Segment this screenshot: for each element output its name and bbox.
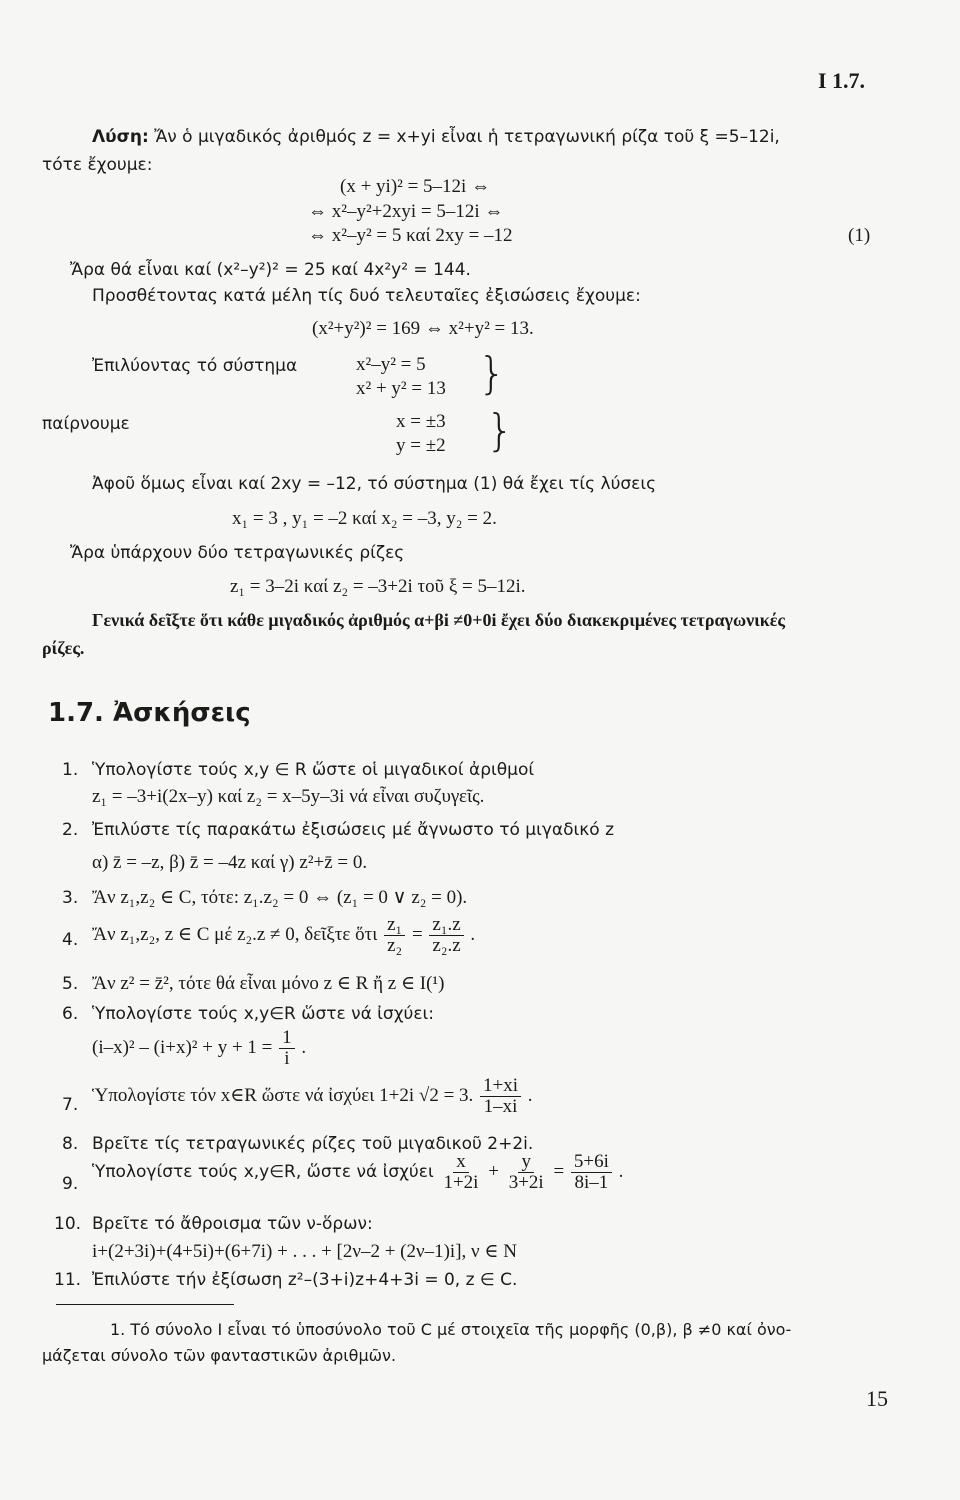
period: . [470, 923, 476, 945]
fraction-5plus6i-over-8iminus1 [571, 1152, 612, 1193]
equals-sign: = [411, 923, 423, 945]
exercise-2-equations: α) z̄ = –z, β) z̄ = –4z καί γ) z²+z̄ = 0. [92, 852, 368, 873]
solutions-line: x₁ = 3 , y₁ = –2 καί x₂ = –3, y₂ = 2. [232, 508, 497, 529]
fraction-numerator: 1 [279, 1028, 295, 1049]
fraction-numerator: x [453, 1152, 469, 1173]
exercise-2-number: 2. [62, 820, 79, 840]
exercise-7-number: 7. [62, 1095, 79, 1115]
exercise-11-text: Ἐπιλύστε τήν ἐξίσωση z²–(3+i)z+4+3i = 0, z ∈ C. [92, 1270, 518, 1290]
footnote-line-1: 1. Τό σύνολο I εἶναι τό ὑποσύνολο τοῦ C μέ στοιχεῖα τῆς μορφῆς (0,β), β ≠0 καί ὀνο- [110, 1320, 792, 1339]
equation-3-tag: (1) [848, 225, 871, 246]
fraction-numerator: z₁.z [429, 915, 463, 936]
text-exist: Ἄρα ὑπάρχουν δύο τετραγωνικές ρίζες [70, 543, 405, 563]
fraction-denominator: z₂ [387, 934, 403, 956]
system-2-line-2: y = ±2 [396, 435, 446, 456]
fraction-1-over-i [279, 1028, 295, 1069]
exercise-2-text: Ἐπιλύστε τίς παρακάτω ἐξισώσεις μέ ἄγνωστο τό μιγαδικό z [92, 820, 615, 840]
exercise-1-equation: z₁ = –3+i(2x–y) καί z₂ = x–5y–3i νά εἶναι συζυγεῖς. [92, 786, 485, 807]
page-number-label: 15 [866, 1386, 888, 1411]
fraction-z1z-over-z2z [429, 915, 463, 956]
system-1-line-1: x²–y² = 5 [356, 354, 426, 375]
exercise-10-text: Βρεῖτε τό ἄθροισμα τῶν ν-ὅρων: [92, 1214, 373, 1234]
exercise-8-text: Βρεῖτε τίς τετραγωνικές ρίζες τοῦ μιγαδικοῦ 2+2i. [92, 1134, 534, 1154]
footnote-line-2: μάζεται σύνολο τῶν φανταστικῶν ἀριθμῶν. [42, 1346, 397, 1365]
exercise-1-text: Ὑπολογίστε τούς x,y ∈ R ὥστε οἱ μιγαδικοί ἀριθμοί [92, 760, 535, 780]
period: . [527, 1084, 533, 1106]
fraction-x-over-1plus2i [440, 1152, 481, 1193]
fraction-denominator: i [284, 1047, 290, 1069]
text-then: τότε ἔχουμε: [42, 155, 153, 175]
fraction-denominator: z₂.z [432, 934, 461, 956]
exercise-10-number: 10. [54, 1214, 82, 1234]
equation-4: (x²+y²)² = 169 ⇔ x²+y² = 13. [312, 318, 534, 339]
exercise-6-equation [92, 1028, 306, 1069]
exercise-5-number: 5. [62, 974, 79, 994]
exercise-4-text: Ἄν z₁,z₂, z ∈ C μέ z₂.z ≠ 0, δεῖξτε ὅτι [92, 923, 378, 945]
equals-sign: = [553, 1160, 565, 1182]
fraction-numerator: 1+xi [480, 1076, 521, 1097]
text-solving: Ἐπιλύοντας τό σύστημα [92, 356, 298, 376]
fraction-denominator: 1+2i [443, 1171, 479, 1193]
exercise-4-line [92, 915, 475, 956]
right-brace-icon: } [478, 348, 506, 399]
solution-intro [92, 127, 780, 147]
text-since: Ἀφοῦ ὅμως εἶναι καί 2xy = –12, τό σύστημα (1) θά ἔχει τίς λύσεις [92, 474, 657, 494]
roots-line: z₁ = 3–2i καί z₂ = –3+2i τοῦ ξ = 5–12i. [230, 576, 526, 597]
fraction-denominator: 1–xi [483, 1095, 518, 1117]
exercise-7-line [92, 1076, 533, 1117]
plus-sign: + [488, 1160, 499, 1182]
fraction-1plusxi-over-1minusxi [480, 1076, 521, 1117]
exercise-4-number: 4. [62, 930, 79, 950]
fraction-z1-over-z2 [384, 915, 405, 956]
footnote-divider [56, 1304, 234, 1305]
text-we-get: παίρνουμε [42, 414, 130, 434]
exercise-3-text: Ἄν z₁,z₂ ∈ C, τότε: z₁.z₂ = 0 ⇔ (z₁ = 0 ∨ z₂ = 0). [92, 887, 468, 908]
text-ara: Ἄρα θά εἶναι καί (x²–y²)² = 25 καί 4x²y² = 144. [70, 260, 471, 280]
fraction-numerator: 5+6i [571, 1152, 612, 1173]
equation-1: (x + yi)² = 5–12i ⇔ [340, 176, 491, 197]
section-header: I 1.7. [818, 68, 866, 93]
fraction-numerator: y [518, 1152, 534, 1173]
general-statement-1: Γενικά δεῖξτε ὅτι κάθε μιγαδικός ἀριθμός α+βi ≠0+0i ἔχει δύο διακεκριμένες τετραγωνικές [92, 610, 785, 630]
right-brace-icon: } [486, 405, 514, 456]
period: . [618, 1160, 624, 1182]
equation-2: ⇔ x²–y²+2xyi = 5–12i ⇔ [308, 201, 504, 222]
exercise-5-text: Ἄν z² = z̄², τότε θά εἶναι μόνο z ∈ R ἤ z ∈ I(¹) [92, 973, 445, 994]
exercise-9-number: 9. [62, 1174, 79, 1194]
exercise-11-number: 11. [54, 1270, 82, 1290]
fraction-numerator: z₁ [384, 915, 405, 936]
general-statement-2: ρίζες. [42, 638, 85, 658]
system-1-line-2: x² + y² = 13 [356, 378, 446, 399]
equation-3: ⇔ x²–y² = 5 καί 2xy = –12 [308, 225, 513, 246]
solution-label: Λύση: [92, 127, 149, 147]
text-add: Προσθέτοντας κατά μέλη τίς δυό τελευταῖες ἐξισώσεις ἔχουμε: [92, 286, 641, 306]
exercise-6-lhs: (i–x)² – (i+x)² + y + 1 = [92, 1036, 273, 1058]
exercise-6-number: 6. [62, 1004, 79, 1024]
exercises-heading: 1.7. Ἀσκήσεις [48, 698, 251, 728]
exercise-8-number: 8. [62, 1134, 79, 1154]
fraction-y-over-3plus2i [506, 1152, 547, 1193]
exercise-10-sum: i+(2+3i)+(4+5i)+(6+7i) + . . . + [2ν–2 + (2ν–1)i], ν ∈ N [92, 1241, 517, 1262]
exercise-6-text: Ὑπολογίστε τούς x,y∈R ὥστε νά ἰσχύει: [92, 1004, 435, 1024]
exercise-7-text: Ὑπολογίστε τόν x∈R ὥστε νά ἰσχύει 1+2i √2 = 3. [92, 1084, 474, 1106]
fraction-denominator: 3+2i [508, 1171, 544, 1193]
period: . [301, 1036, 307, 1058]
system-2-line-1: x = ±3 [396, 411, 446, 432]
solution-intro-text: Ἄν ὁ μιγαδικός ἀριθμός z = x+yi εἶναι ἡ τετραγωνική ρίζα τοῦ ξ =5–12i, [154, 127, 780, 147]
exercise-1-number: 1. [62, 760, 79, 780]
fraction-denominator: 8i–1 [574, 1171, 609, 1193]
exercise-3-number: 3. [62, 888, 79, 908]
exercise-9-line [92, 1152, 623, 1193]
exercise-9-text: Ὑπολογίστε τούς x,y∈R, ὥστε νά ἰσχύει [92, 1161, 434, 1182]
